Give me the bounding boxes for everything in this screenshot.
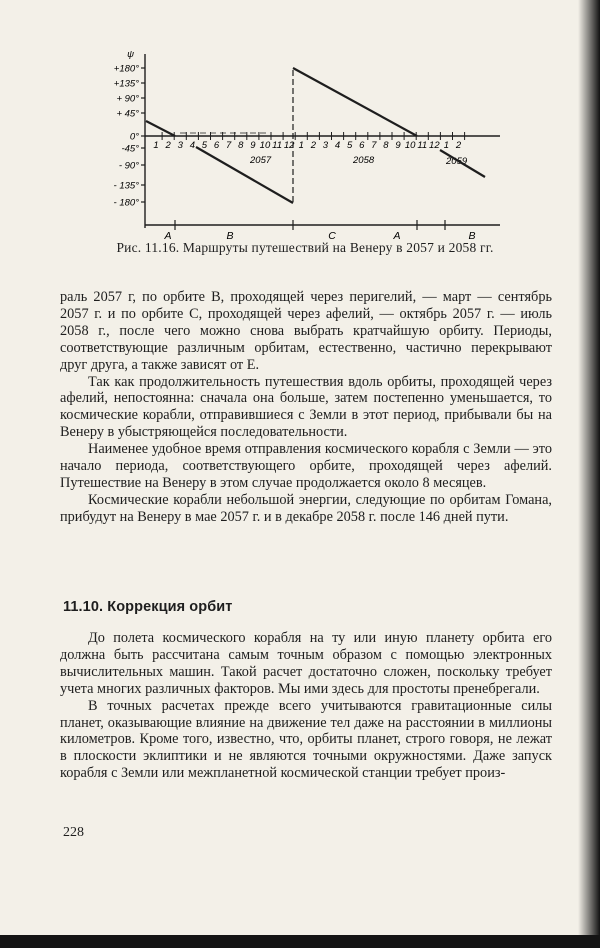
month-label: 6	[213, 140, 220, 151]
month-label: 1	[298, 140, 304, 151]
month-label: 9	[395, 140, 401, 151]
month-label: 7	[226, 140, 232, 151]
scan-bottom-edge	[0, 935, 600, 948]
y-tick-label: - 135°	[113, 180, 139, 192]
month-label: 3	[322, 140, 329, 151]
month-label: 4	[189, 140, 195, 151]
page-number: 228	[63, 825, 84, 840]
year-labels	[249, 155, 468, 167]
month-label: 5	[347, 140, 353, 151]
y-tick-label: + 45°	[116, 108, 139, 120]
paragraph: Так как продолжительность путешествия вдоль орбиты, проходящей через афелий, непостоянна: сначала она больше, затем постепенно уменьшается, то космические корабли, отправившиеся с Земли в этот период, прибывали бы на Венеру в убыстряющейся последовательности.	[60, 373, 552, 441]
month-label: 11	[272, 140, 282, 151]
month-label: 6	[359, 140, 365, 151]
paragraph-continuation: раль 2057 г, по орбите B, проходящей через перигелий, — март — сентябрь 2057 г. и по орбите C, проходящей через афелий, — октябрь 2057 г. — июль 2058 г., после чего можно снова выбрать кратчайшую орбиту. Периоды, соответствующие различным орбитам, естественно, частично перекрывают друг друга, а также зависят от E.	[60, 289, 552, 373]
y-tick-labels	[114, 64, 140, 209]
section-heading: 11.10. Коррекция орбит	[63, 599, 233, 615]
figure-11-16-trajectory-plot	[100, 40, 540, 240]
orbit-label: B	[226, 230, 234, 240]
month-label: 2	[165, 140, 171, 151]
trajectory-segment-b-2057	[196, 147, 293, 203]
y-tick-label: 0°	[129, 131, 139, 143]
year-label: 2057	[250, 155, 272, 166]
month-label: 2	[455, 140, 462, 151]
orbit-label: A	[393, 230, 401, 240]
paragraph: В точных расчетах прежде всего учитываются гравитационные силы планет, оказывающие влияние на движение тел даже на расстоянии в миллионы километров. Кроме того, известно, что, орбиты планет, строго говоря, не лежат в плоскости эклиптики и не являются точными окружностями. Даже запуск корабля с Земли или межпланетной космической станции требует произ-	[60, 697, 552, 782]
month-label: 11	[417, 140, 428, 151]
month-label: 12	[429, 140, 440, 151]
text-block-bottom	[60, 630, 552, 782]
y-tick-label: +135°	[113, 78, 139, 90]
month-label: 9	[250, 140, 256, 151]
month-label: 3	[177, 140, 183, 151]
trajectory-segment-c	[293, 68, 417, 136]
orbit-labels	[163, 230, 475, 240]
month-label: 7	[371, 140, 377, 151]
paragraph: Наименее удобное время отправления космического корабля с Земли — это начало периода, соответствующего орбите, проходящей через афелий. Путешествие на Венеру в этом случае продолжается около 8 месяцев.	[60, 441, 552, 491]
y-tick-label: + 90°	[116, 93, 139, 105]
page-binding-shadow	[578, 0, 600, 948]
month-label: 10	[404, 140, 416, 151]
orbit-label: B	[468, 230, 476, 240]
trajectory-segment-a-2057	[146, 121, 175, 136]
orbit-label: C	[328, 230, 336, 240]
text-block-top	[60, 289, 552, 526]
orbit-label: A	[164, 230, 172, 240]
month-label: 12	[283, 140, 295, 151]
month-label: 1	[443, 140, 450, 151]
month-label: 2	[310, 140, 316, 151]
month-label: 10	[259, 140, 271, 151]
month-label: 5	[201, 140, 208, 151]
paragraph: До полета космического корабля на ту или иную планету орбита его должна быть рассчитана самым точным образом с помощью электронных вычислительных машин. Такой расчет достаточно сложен, поскольку требует учета многих различных факторов. Мы ими здесь для простоты пренебрегали.	[60, 630, 552, 697]
y-tick-label: - 180°	[113, 197, 139, 209]
y-tick-label: -45°	[121, 143, 139, 155]
y-tick-label: +180°	[113, 63, 139, 75]
year-label: 2058	[353, 155, 375, 166]
month-label: 1	[153, 140, 159, 151]
month-label: 8	[238, 140, 244, 151]
y-tick-label: - 90°	[118, 160, 139, 172]
month-label: 4	[334, 140, 341, 151]
month-label: 8	[383, 140, 389, 151]
paragraph: Космические корабли небольшой энергии, следующие по орбитам Гомана, прибудут на Венеру в мае 2057 г. и в декабре 2058 г. после 146 дней пути.	[60, 491, 552, 525]
year-label: 2059	[446, 156, 468, 167]
figure-caption: Рис. 11.16. Маршруты путешествий на Венеру в 2057 и 2058 гг.	[116, 240, 494, 255]
y-axis-label: ψ	[127, 49, 134, 60]
